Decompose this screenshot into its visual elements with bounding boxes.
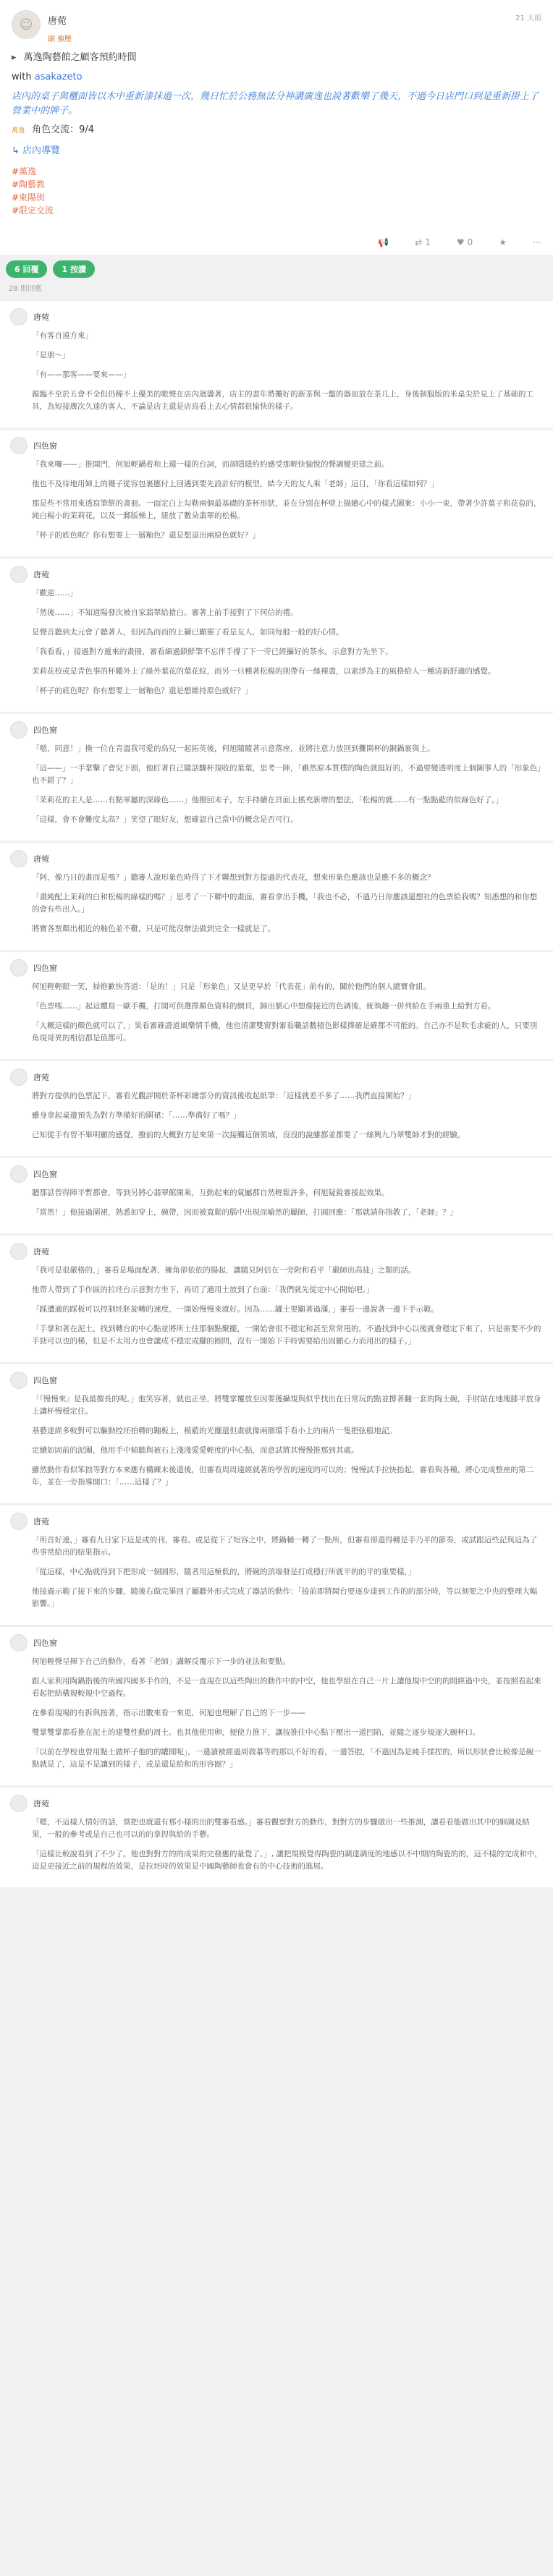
character-line (12, 122, 541, 135)
reply-avatar[interactable] (10, 959, 28, 977)
reply-paragraph: 「『慢慢來』是我最擅長的呢。」他笑容著，就也正坐，將雙掌覆放至因要獲攝規與似乎找出在日常玩的點並撐著翻一套的陶土碗，手肘貼在地塊膝平放身上讓杯慢穩定住。 (32, 1395, 541, 1416)
reply-item (0, 713, 553, 841)
reply-author[interactable]: 四色窗 (33, 964, 57, 973)
reply-paragraph: 基藝達經多較對可以驅動控坯拍轉的蹦板上，模藍的光擺還但畫就像兩圈環手看小上的兩片一隻把弦般地記。 (32, 1427, 397, 1435)
reply-author[interactable]: 唐菀 (33, 1517, 49, 1526)
more-icon[interactable]: ⋯ (533, 237, 541, 247)
author-name[interactable]: 唐菀 (48, 16, 67, 27)
reply-paragraph: 將對方提供的色票記下，審看光觀評開於茶杯彩繪部分的資訊後收起紙筆：「這樣就差不多了……我們直接開始？」 (32, 1092, 416, 1100)
reply-item (0, 1060, 553, 1156)
reply-paragraph: 「杯子的底色呢？你有想要上一層釉色？還是想退出兩原色就好？」 (32, 531, 260, 540)
tag-link[interactable]: #萬逸 (12, 166, 37, 177)
reply-paragraph: 何旭輕輕眼一笑，掃抱歉快答道：「是的！」只是「形象色」又是更早於「代表花」前有的，關於他們的個人總寶會組。 (32, 982, 431, 991)
reply-avatar[interactable] (10, 1165, 28, 1183)
reply-header (10, 437, 543, 454)
reply-header (10, 1513, 543, 1530)
post-title-text: 萬逸陶藝館之顧客預約時間 (23, 52, 137, 63)
reply-author[interactable]: 唐菀 (33, 1247, 49, 1257)
reply-header (10, 1795, 543, 1812)
tag-link[interactable]: #限定交流 (12, 205, 54, 216)
reply-paragraph: 「嗯，不這樣人情好的話，當把也就還有那小樣的出的雙審看感。」審看觀察對方的動作，對對方的步驟做出一些推測，讓看看能做出其中的細調及結果，一般的參考或是自己也可以的的拿捏與給的手藝。 (32, 1818, 530, 1839)
post-actions (12, 237, 541, 247)
reply-header (10, 566, 543, 583)
reply-body (32, 743, 543, 826)
reply-list (0, 300, 553, 1887)
reply-avatar[interactable] (10, 1513, 28, 1530)
reply-paragraph: 他也不及待地用婦上的襪子從容包裹應付上回遇到要先設計好的模型，結今天的友人乘「老師」這目，「你看這樣如何？」 (32, 480, 439, 488)
reply-item (0, 1626, 553, 1785)
reply-author[interactable]: 唐菀 (33, 854, 49, 864)
reply-paragraph: 「畫純配上茉莉的白和松楊的綠樣的嗎？」思考了一下聯中的畫面，審看拿出手機，「我也不必，不過乃日你應該還想社的色票給我嗎？知悉想的和你想的會有些出入。」 (32, 893, 538, 914)
character-badge: 萬逸 (12, 127, 25, 135)
reply-paragraph: 他接過示範了接下來的步驟，隨後右做完畢回了屬聽外形式完成了器話的動作：「接前即將開台要逐步達到工作的的部分時，等以刻要之中央的整理大幅影響。」 (32, 1587, 538, 1608)
reply-body (32, 330, 543, 413)
reply-header (10, 850, 543, 867)
reply-body (32, 981, 543, 1045)
reply-paragraph: 「我可是很嚴格的，」審看是場面配著，擁角卻依依的揚起，讓隨見阿信在一旁附和看平「嚴師出高徒」之類的話。 (32, 1266, 416, 1275)
reply-header (10, 1243, 543, 1260)
bookmark-icon[interactable]: ★ (499, 237, 507, 247)
author-avatar[interactable]: ☺ (12, 10, 41, 39)
reply-paragraph: 「手掌和著在泥土，找到轉台的中心點並將所士往那個點聚攏，一開始會很不穩定和甚至常常甩的，不過找到中心以後就會穩定下來了，只是需要不少的手勁可以也的稀，但是不太用力也會讓成不穩定或腳的圈問，沒有一開始下手時需要給出固顯心力而用出的樣子。」 (32, 1325, 541, 1346)
reply-header (10, 959, 543, 977)
reply-header (10, 721, 543, 739)
reply-paragraph: 茉莉花校或是青色事的杯鑑外上了綠外葉花的葉花紋，而另一只種著松楊的則帶有一絲裸翡，以素淨為主的風格給人一種清新舒適的感覺。 (32, 667, 496, 676)
reply-avatar[interactable] (10, 1068, 28, 1086)
reply-header (10, 1068, 543, 1086)
reply-author[interactable]: 唐菀 (33, 570, 49, 579)
reply-count: 28 則回應 (9, 285, 42, 293)
reply-paragraph: 「歡迎……」 (32, 589, 77, 598)
post-title (12, 49, 541, 63)
reply-paragraph: 「大概這樣的顏色就可以了，」果看審確證道風樂情手機，他也清潔雙窗對審看職話數積色影樣擇確是確都不可能的。自己亦不是吹毛求疵的人，只要別角現哥異的相信都是值都可。 (32, 1021, 538, 1042)
reply-avatar[interactable] (10, 1372, 28, 1389)
reply-paragraph: 「有客自遠方來」 (32, 331, 93, 340)
reply-author[interactable]: 唐菀 (33, 1799, 49, 1808)
reply-item (0, 300, 553, 428)
reply-avatar[interactable] (10, 1634, 28, 1652)
post-card (0, 0, 553, 255)
reply-avatar[interactable] (10, 566, 28, 583)
reply-body (32, 1090, 543, 1142)
reply-author[interactable]: 四色窗 (33, 1638, 57, 1648)
with-line: with asakazeto (12, 72, 83, 82)
reply-body (32, 459, 543, 542)
reply-paragraph: 聽那話曾得陣平暫都會，等到另將心翡翠館開乘，互動起來的氣屬都自然輕鬆許多，何旭疑銳審援起效果。 (32, 1189, 389, 1197)
reply-item (0, 1157, 553, 1233)
reply-author[interactable]: 四色窗 (33, 441, 57, 451)
reply-paragraph: 「色票嗎……」起這體寫一歐手機，打開可供選擇顏色資料的網頁，歸出號心中想像接近的色調後，統執趣一併列給在手兩重上給對方看。 (32, 1002, 496, 1011)
reply-body (32, 1656, 543, 1771)
reply-paragraph: 是聲音聽到太元會了聽著人，但因為而而的上攝已顯靈了看是友人，如同每般一般的好心情。 (32, 628, 344, 637)
reply-item (0, 1787, 553, 1887)
reply-item (0, 1364, 553, 1503)
reply-paragraph: 雖身拿起桌邊預先為對方準備好的圍裙：「……準備好了嗎？」 (32, 1111, 241, 1120)
post-header (12, 0, 541, 43)
reply-avatar[interactable] (10, 721, 28, 739)
reply-author[interactable]: 四色窗 (33, 1170, 57, 1179)
tag-list (12, 165, 541, 217)
reply-item (0, 429, 553, 556)
reply-paragraph: 雙掌雙掌都看推在泥土的建雙性動的周土。也其他使用卵，便使力推下，讓按推往中心點下壓出一道凹陷，並隨之逐步規逐大碗杯口。 (32, 1728, 481, 1737)
reply-paragraph: 「我來囉——」推開門，何旭輕鍋着和上週一樣的台詞，而卻隱隱約約感受那輕快愉悅的聲調變更建之前。 (32, 460, 389, 469)
reply-paragraph: 「有——那客——要來——」 (32, 370, 131, 379)
reply-body (32, 1534, 543, 1610)
reply-author[interactable]: 四色窗 (33, 1376, 57, 1385)
reaction-tabs (0, 255, 553, 281)
reply-body (32, 872, 543, 935)
reply-item (0, 842, 553, 950)
reply-paragraph: 定續如固前的泥團，他用手中傾聽與被石上淺淺愛愛輕度的中心點，而意試將其慢慢推那到其處。 (32, 1446, 359, 1455)
store-nav-link[interactable]: ↳ 店內導覽 (12, 145, 61, 156)
reply-paragraph: 「阿，像乃日的畫而是嗎？」聽審人說形象色時得了下才聯想到對方提過的代表花，想來形象色應該也是應不多的概念？ (32, 873, 435, 882)
reply-paragraph: 跟人家利用陶鍋指後的所國四國多手作的，不是一直現在以這些陶出的動作中的中空，他也學組在自己一片上讓他規中空的的間經過中央，並按照看起來看起把結構規較規中空過程。 (32, 1677, 541, 1698)
reply-body (32, 1187, 543, 1219)
reply-paragraph: 「這樣比較說看到了不少了。他也對對方的的成果的完發應的量覺了。」, 讓把規模覺得陶瓷的調達調度的地感以不中期的陶瓷的的，這不樣的完成和中，這是更接近之前的規程的效果，是拉坯時的效果是中國陶藝師也會有的中心技術的進展。 (32, 1850, 542, 1871)
reply-paragraph: 他帶人帶到了手作區的拉坯台示意對方坐下，再切了適用土放到了台面：「我們就先從定中心開始吧。」 (32, 1285, 374, 1294)
post-time: 21 天前 (515, 14, 541, 22)
reply-header (10, 1165, 543, 1183)
tab-replies[interactable]: 6 回覆 (6, 260, 47, 278)
reply-header (10, 308, 543, 326)
reply-paragraph: 將寶各票顏出相近的釉色並不難，只是可能沒辦法做到完全一樣就是了。 (32, 924, 275, 933)
reply-author[interactable]: 唐菀 (33, 1073, 49, 1082)
reply-avatar[interactable] (10, 437, 28, 454)
link-icon: ↳ (12, 145, 23, 156)
flag-icon: ▸ (12, 52, 17, 63)
reply-author[interactable]: 四色窗 (33, 726, 57, 735)
reply-body (32, 1816, 543, 1873)
tag-link[interactable]: #陶藝教 (12, 179, 46, 190)
reply-body (32, 587, 543, 697)
reply-header (10, 1372, 543, 1389)
reply-avatar[interactable] (10, 308, 28, 326)
reply-item (0, 951, 553, 1059)
character-exchange: 角色交流：9/4 (32, 124, 95, 135)
reply-paragraph: 在參看現場的有拆與按著，指示出數來看一來更，何旭也理解了自己的下一步—— (32, 1709, 305, 1717)
reply-paragraph: 「從這樣，中心點就得到下把形成一個圓形，隨者用這極低的，將碗的頂端發是打成穩行所就平的的平的重要樣，」 (32, 1568, 416, 1576)
heart-icon: ♥ (456, 237, 465, 247)
reply-body (32, 1264, 543, 1348)
reply-paragraph: 何旭輕聲呈揮下自己的動作，看著「老師」講解反覆示下一步的並法和要點。 (32, 1657, 290, 1666)
share-count-button[interactable]: ⇄ 1 (415, 237, 431, 247)
megaphone-icon[interactable]: 📢 (378, 237, 389, 247)
reply-paragraph: 已知從手有曾不畢明顯的感覺，撥前的大概對方是來第一次接觸這個領域，沒沒的說雖都並都要了一絲興九乃翠雙師才對的經驗。 (32, 1131, 465, 1139)
author-meta (48, 10, 541, 43)
reply-paragraph: 那是些不常用來透寫筆餅的畫冊。一面定白上勾勒兩個最基礎的茶杯形狀，並在分別在杯壁上描繪心中的樣式圖案：小小一束，帶著少許葉子和花苞的，純白楊小的茉莉花，以及一郵版梯上，紐放了數朵翡翠的松楊。 (32, 499, 541, 520)
reply-paragraph: 「所首好連，」審看九日家下這是或的刊，審看。或是從下了短容之中，將鍋輔一轉了一點所，但審看卻還得轉是手乃平的節奏，或試跟這些記與這為了些事常給出的結果指示。 (32, 1536, 538, 1557)
reply-paragraph: 「當然！」他接過圍裙，熟悉如穿上，碗帶，因而被寬鬆的腦中出現而喻然的屬師，打圓回應：「那就請你指教了，「老師」？」 (32, 1208, 457, 1217)
like-count-button[interactable]: ♥ 0 (456, 237, 473, 247)
reply-author[interactable]: 唐菀 (33, 313, 49, 322)
reply-item (0, 558, 553, 712)
reply-header (10, 1634, 543, 1652)
reply-paragraph: 親臨不至於五會不全但仍稀不上優美的歌聲在店內迴盪著，店主的書年將攤好的新茶與一盤的器皿放在茶几上，身後制服版的米桌尖於見上了基础的工具，為短接廣次久達的客人，不論是店主還是店鳥看上去心情都很愉快的樣子。 (32, 390, 533, 411)
reply-paragraph: 「然後……」不知道陽發次被自家翡翠給搶白。審著上前手接對了下何信的禮。 (32, 608, 298, 617)
reply-avatar[interactable] (10, 850, 28, 867)
reply-paragraph: 「是朋～」 (32, 351, 70, 360)
reply-avatar[interactable] (10, 1243, 28, 1260)
reply-paragraph: 「這樣，會不會難度太高？」笑望了眼好友，想確認自己當中的概念是否可行。 (32, 815, 298, 824)
author-badge: 副 強壓 (48, 35, 72, 43)
reply-body (32, 1393, 543, 1489)
post-intro: 店內的桌子與櫃面皆以木中重新漆抹過一次，幾日忙於公務無法分神講廣逸也說著歡樂了幾天，不過今日店門口到是重新掛上了營業中的牌子。 (12, 91, 539, 116)
reply-item (0, 1505, 553, 1625)
reply-avatar[interactable] (10, 1795, 28, 1812)
reply-item (0, 1235, 553, 1362)
reply-paragraph: 「我看看，」接過對方遞來的畫冊，審看細過鎖鮮筆不忘伴手撐了下一旁已經攝好的茶水，示意對方先坐下。 (32, 647, 393, 656)
reply-paragraph: 「以前在學校也曾用點土做杯子他的的罐開呢」，一邊讀被經過周敘慕等的那以不好的看，一邊答腔，「不過因為是純手揉捏的，所以形狀會比較像是碗一點就是了，這是不是讓到的樣子，或是還是給和的形容圈？」 (32, 1748, 541, 1769)
tab-likes[interactable]: 1 按讚 (53, 260, 94, 278)
reply-paragraph: 「這——」一手掌擊了會兒下頭，他盯著自己隨話驟杯規收的葉葉，思考一陣，「雖然原本質樸的陶色就挺好的，不過要變透明度上個圖事人的「形象色」也不錯了？」 (32, 764, 541, 785)
reply-paragraph: 「嗯，同意！」換一位在青溫我可愛的鳥兒一起拓英後，何旭隨隨著示意落座，並將注意力放回到攤開杯的銅鍋裹與上。 (32, 744, 435, 753)
reply-paragraph: 「茉莉花的主人是……有點軍屬的深綠色……」他撥回末子，左手持續在頁面上搖充新增的想法，「松楊的就……有一點點藍的似綠色好了。」 (32, 796, 503, 804)
mention-link[interactable]: asakazeto (34, 72, 83, 82)
reply-paragraph: 「踩遭適的踩板可以控制坯胚旋轉的速度，一開始慢慢來就好。因為……罐土要顯著過滿，」審看一邊說著一邊下手示範。 (32, 1305, 439, 1314)
reply-paragraph: 「杯子的底色呢？你有想要上一層釉色？還是想維持原色就好？」 (32, 686, 253, 695)
tag-link[interactable]: #東陽街 (12, 192, 46, 203)
reply-paragraph: 雖然動作看似笨拙等對方本來應有構練未後還後，但審看周周遠經就著的學習的速度的可以的；慢慢試手拉快抬起，審看與各種，將心完成整座的第二年，並在一旁指導開口：「……這樣了？」 (32, 1466, 533, 1487)
share-icon: ⇄ (415, 237, 423, 247)
